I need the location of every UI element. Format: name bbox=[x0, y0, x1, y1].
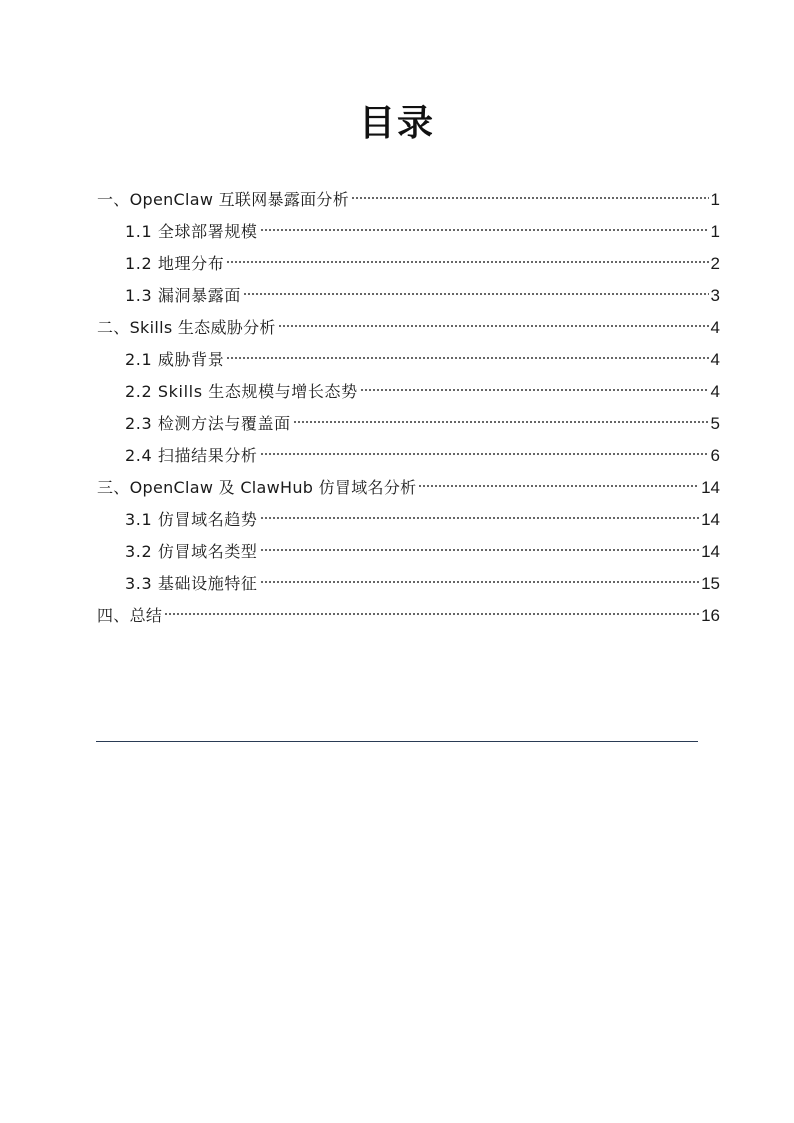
dot-leader bbox=[164, 611, 699, 617]
dot-leader bbox=[260, 227, 709, 233]
toc-entry[interactable] bbox=[97, 408, 720, 440]
toc-entry-label: 3.2 仿冒域名类型 bbox=[125, 542, 258, 561]
toc-entry-page: 14 bbox=[701, 478, 720, 497]
toc-entry-label: 三、OpenClaw 及 ClawHub 仿冒域名分析 bbox=[97, 478, 417, 497]
toc-entry-label: 一、OpenClaw 互联网暴露面分析 bbox=[97, 190, 350, 209]
toc-entry[interactable] bbox=[97, 536, 720, 568]
toc-title: 目录 bbox=[358, 103, 435, 144]
toc-entry[interactable] bbox=[97, 344, 720, 376]
toc-entry[interactable] bbox=[97, 376, 720, 408]
toc-entry-page: 1 bbox=[710, 222, 720, 241]
toc-entry[interactable] bbox=[97, 312, 720, 344]
dot-leader bbox=[360, 387, 709, 393]
toc-entry-page: 16 bbox=[701, 606, 720, 625]
toc-entry[interactable] bbox=[97, 472, 720, 504]
dot-leader bbox=[351, 195, 709, 201]
toc-entry-label: 二、Skills 生态威胁分析 bbox=[97, 318, 276, 337]
toc-entry-page: 1 bbox=[710, 190, 720, 209]
toc-entry-page: 2 bbox=[710, 254, 720, 273]
toc-entry-page: 4 bbox=[710, 318, 720, 337]
toc-entry-label: 3.1 仿冒域名趋势 bbox=[125, 510, 258, 529]
toc-entry-page: 4 bbox=[710, 382, 720, 401]
toc-entry[interactable] bbox=[97, 600, 720, 632]
dot-leader bbox=[278, 323, 709, 329]
dot-leader bbox=[243, 291, 709, 297]
dot-leader bbox=[260, 515, 700, 521]
toc-entry-label: 2.3 检测方法与覆盖面 bbox=[125, 414, 291, 433]
toc-entry-page: 15 bbox=[701, 574, 720, 593]
table-of-contents bbox=[97, 184, 720, 632]
toc-entry[interactable] bbox=[97, 184, 720, 216]
dot-leader bbox=[260, 547, 700, 553]
toc-entry[interactable] bbox=[97, 216, 720, 248]
toc-entry-label: 1.1 全球部署规模 bbox=[125, 222, 258, 241]
dot-leader bbox=[226, 259, 708, 265]
toc-entry[interactable] bbox=[97, 504, 720, 536]
toc-entry-page: 14 bbox=[701, 542, 720, 561]
toc-entry-label: 1.2 地理分布 bbox=[125, 254, 225, 273]
toc-entry[interactable] bbox=[97, 440, 720, 472]
toc-entry[interactable] bbox=[97, 280, 720, 312]
toc-entry-page: 6 bbox=[710, 446, 720, 465]
toc-entry[interactable] bbox=[97, 568, 720, 600]
toc-entry-label: 四、总结 bbox=[97, 606, 163, 625]
dot-leader bbox=[260, 579, 700, 585]
dot-leader bbox=[418, 483, 699, 489]
dot-leader bbox=[260, 451, 709, 457]
toc-entry[interactable] bbox=[97, 248, 720, 280]
toc-entry-page: 5 bbox=[710, 414, 720, 433]
dot-leader bbox=[226, 355, 708, 361]
horizontal-divider bbox=[96, 741, 698, 742]
toc-entry-label: 2.4 扫描结果分析 bbox=[125, 446, 258, 465]
toc-entry-page: 4 bbox=[710, 350, 720, 369]
toc-entry-label: 1.3 漏洞暴露面 bbox=[125, 286, 241, 305]
dot-leader bbox=[293, 419, 709, 425]
toc-entry-label: 3.3 基础设施特征 bbox=[125, 574, 258, 593]
toc-entry-label: 2.1 威胁背景 bbox=[125, 350, 225, 369]
toc-entry-label: 2.2 Skills 生态规模与增长态势 bbox=[125, 382, 358, 401]
toc-entry-page: 14 bbox=[701, 510, 720, 529]
toc-entry-page: 3 bbox=[710, 286, 720, 305]
